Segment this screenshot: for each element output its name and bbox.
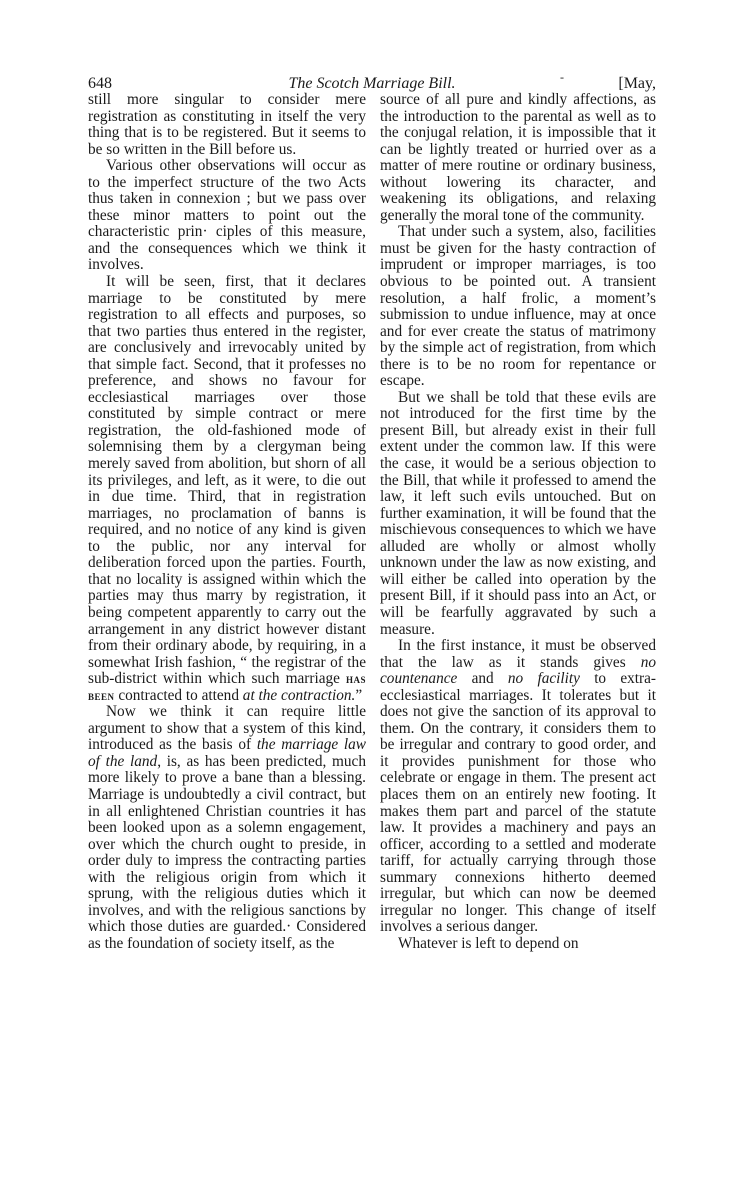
running-title: The Scotch Marriage Bill. xyxy=(288,75,456,92)
italic-text: at the contraction. xyxy=(242,686,356,704)
paragraph-text: to extra-ecclesiastical marriages. It tolerates but it does not give the sanction of its approval to them. On the contrary, it considers them to be irregular and contrary to good order, and it provides punishment for those who celebrate or engage in them. The present act places them on an entirely new footing. It makes them part and parcel of the statute law. It provides a machinery and pays an officer, according to a settled and moderate tariff, for actually carrying through those summary connexions hitherto deemed irregular, but which can now be deemed irregular no longer. This change of itself involves a serious danger. xyxy=(380,670,656,936)
italic-text: no facility xyxy=(507,670,580,688)
paragraph: still more singular to consider mere registration as constituting in itself the very thing that is to be registered. But it seems to be so written in the Bill before us. xyxy=(88,91,366,158)
paragraph xyxy=(88,704,366,952)
paragraph-text: , is, as has been predicted, much more likely to prove a bane than a blessing. Marriage is undoubtedly a civil contract, but in all enlightened Christian countries it has been looked upon as a solemn engagement, over which the church ought to preside, in order duly to impress the contracting parties with the religious origin from which it sprung, with the religious duties which it involves, and with the religious sanctions by which those duties are guarded.· Considered as the foundation of society itself, as the xyxy=(88,752,366,952)
paragraph-text: contracted to attend xyxy=(118,686,239,704)
paragraph: Various other observations will occur as to the imperfect structure of the two Acts thus taken in connexion ; but we pass over these minor matters to point out the characteristic prin· ciples of this measure, and the consequences which we think it involves. xyxy=(88,157,366,274)
paragraph: But we shall be told that these evils are not introduced for the first time by the present Bill, but already exist in their full extent under the common law. If this were the case, it would be a serious objection to the Bill, that while it professed to amend the law, it left such evils untouched. But on further examination, it will be found that the mischievous consequences to which we have alluded are wholly or almost wholly unknown under the law as now existing, and will either be called into operation by the present Bill, if it should pass into an Act, or will be fearfully aggravated by such a measure. xyxy=(380,388,656,638)
paragraph: Whatever is left to depend on xyxy=(398,934,579,952)
paragraph-text: and xyxy=(471,670,494,688)
italic-text: no countenance xyxy=(380,653,656,688)
paragraph: That under such a system, also, facilities must be given for the hasty contraction of imprudent or improper marriages, is too obvious to be pointed out. A transient resolution, a half frolic, a moment’s submission to undue influence, may at once and for ever create the status of matrimony by the simple act of registration, from which there is to be no room for repentance or escape. xyxy=(380,223,656,390)
page-header xyxy=(88,70,656,92)
italic-text: the marriage law of the land xyxy=(88,736,366,770)
page-number: 648 xyxy=(88,75,112,92)
paragraph xyxy=(380,638,656,936)
right-column xyxy=(380,92,656,952)
print-mark: - xyxy=(560,70,564,84)
month-label: [May, xyxy=(618,75,656,92)
small-caps-text: has been xyxy=(88,671,366,703)
paragraph-text: In the first instance, it must be observed that the law as it stands gives xyxy=(380,637,656,671)
paragraph-text: It will be seen, first, that it declares marriage to be constituted by mere registration to all effects and purposes, so that two parties thus entered in the register, are conclusively and irrevocably united by that simple fact. Second, that it professes no preference, and shows no favour for ecclesiastical marriages over those constituted by simple contract or mere registration, the old-fashioned mode of solemnising them by a clergyman being merely saved from abolition, but shorn of all its privileges, and left, as it were, to die out in due time. Third, that in registration marriages, no proclamation of banns is required, and no notice of any kind is given to the public, nor any interval for deliberation forced upon the parties. Fourth, that no locality is assigned within which the parties may thus marry by registration, it being competent apparently to carry out the arrangement in any district however distant from their ordinary abode, by requiring, in a somewhat Irish fashion, “ the registrar of the sub-district within which such marriage xyxy=(88,273,366,688)
paragraph: source of all pure and kindly affections, as the introduction to the parental as well as to the conjugal relation, it is impossible that it can be lightly treated or hurried over as a matter of mere routine or ordinary business, without lowering its character, and weakening its obligations, and relaxing generally the moral tone of the community. xyxy=(380,91,656,224)
paragraph xyxy=(88,274,366,704)
left-column xyxy=(88,92,366,952)
paragraph-text: Now we think it can require little argument to show that a system of this kind, introduced as the basis of xyxy=(88,703,366,754)
quote-mark: ” xyxy=(355,686,363,704)
